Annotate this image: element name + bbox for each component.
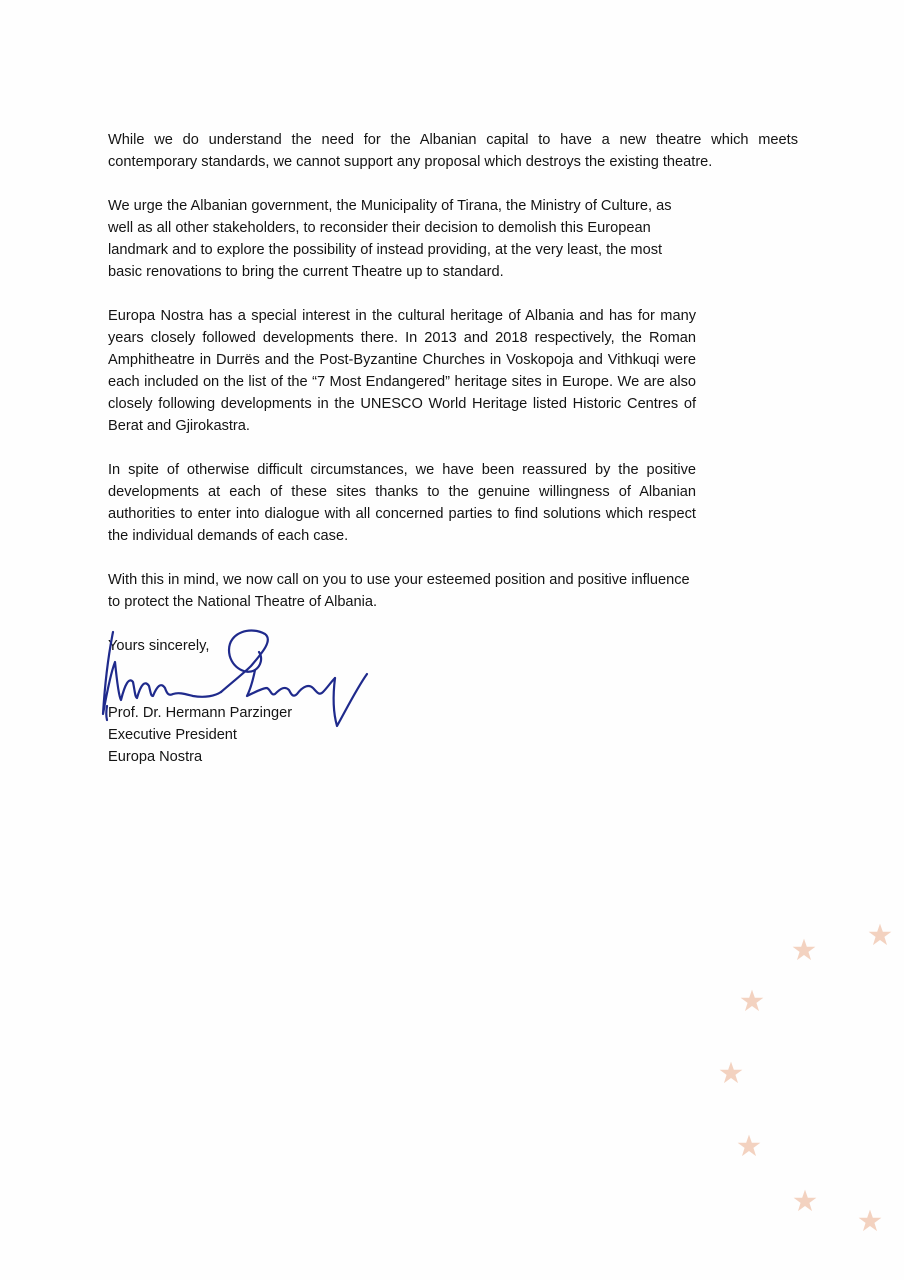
paragraph-europa-nostra-interest: Europa Nostra has a special interest in the cultural heritage of Albania and has for many years closely followed developments there. In 2013 and 2018 respectively, the Roman Amphitheatre in Durrës and the Post-Byzantine Churches in Voskopoja and Vithkuqi were each included on the list of the “7 Most Endangered” heritage sites in Europe. We are also closely following developments in the UNESCO World Heritage listed Historic Centres of Berat and Gjirokastra. — [108, 308, 696, 434]
signatory-organization: Europa Nostra — [108, 749, 203, 765]
signatory-name: Prof. Dr. Hermann Parzinger — [108, 705, 293, 721]
star-icon — [736, 1133, 762, 1159]
paragraph-theatre-standards: While we do understand the need for the Albanian capital to have a new theatre which meets contemporary standards, we cannot support any proposal which destroys the existing theatre. — [108, 132, 798, 170]
star-icon — [857, 1208, 883, 1234]
signature-block — [108, 702, 292, 768]
star-icon — [739, 988, 765, 1014]
closing-salutation: Yours sincerely, — [108, 638, 210, 654]
star-icon — [792, 1188, 818, 1214]
star-icon — [791, 937, 817, 963]
paragraph-call-to-action: With this in mind, we now call on you to use your esteemed position and positive influence to protect the National Theatre of Albania. — [108, 572, 690, 610]
signatory-title: Executive President — [108, 727, 237, 743]
star-icon — [867, 922, 893, 948]
star-icon — [718, 1060, 744, 1086]
paragraph-urge-government: We urge the Albanian government, the Municipality of Tirana, the Ministry of Culture, as well as all other stakeholders, to reconsider their decision to demolish this European landmark and to explore the possibility of instead providing, at the very least, the most basic renovations to bring the current Theatre up to standard. — [108, 198, 672, 280]
paragraph-reassured: In spite of otherwise difficult circumstances, we have been reassured by the positive developments at each of these sites thanks to the genuine willingness of Albanian authorities to enter into dialogue with all concerned parties to find solutions which respect the individual demands of each case. — [108, 462, 696, 544]
